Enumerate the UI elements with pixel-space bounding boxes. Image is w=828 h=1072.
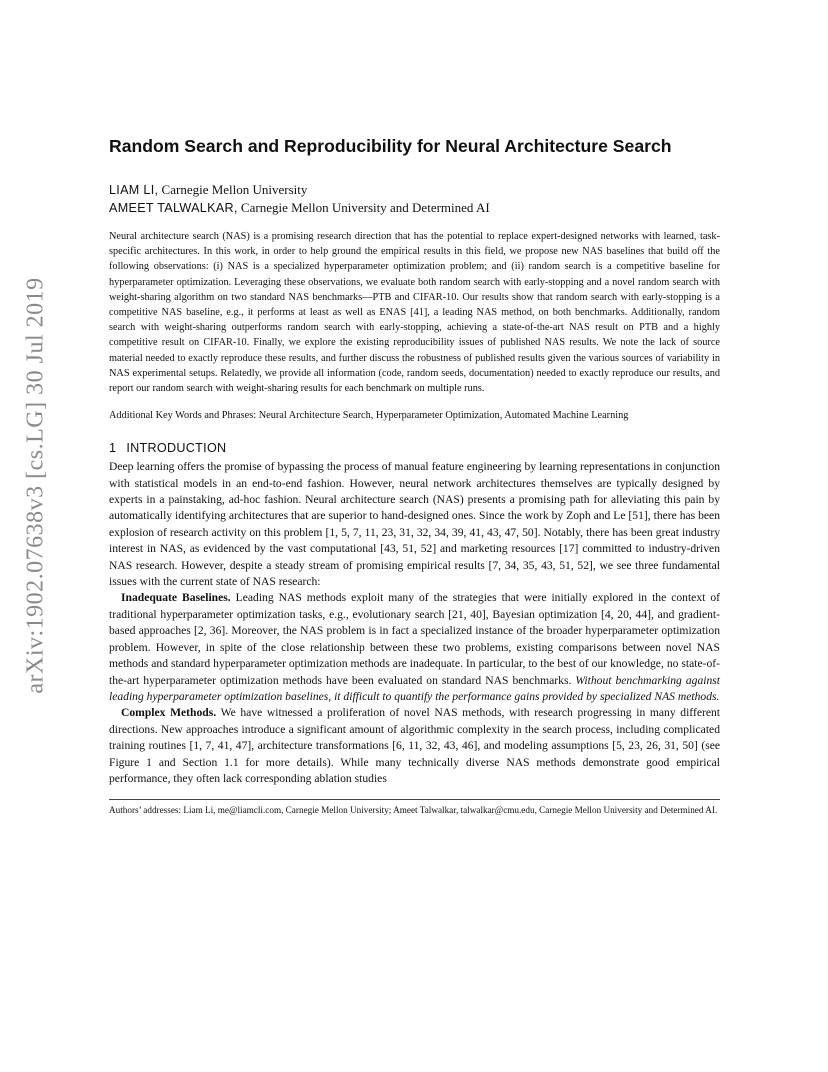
complex-methods-paragraph: [109, 705, 720, 787]
section-heading: [109, 441, 720, 455]
author-affiliation: Carnegie Mellon University and Determined AI: [237, 200, 490, 215]
author-affiliation: Carnegie Mellon University: [158, 182, 308, 197]
body-text: [109, 459, 720, 787]
author-name: LIAM LI,: [109, 183, 159, 197]
paragraph-heading: Inadequate Baselines.: [121, 591, 231, 605]
paper-page: [109, 136, 720, 817]
paper-title: Random Search and Reproducibility for Neural Architecture Search: [109, 136, 672, 156]
author-footnote: Authors’ addresses: Liam Li, me@liamcli.com, Carnegie Mellon University; Ameet Talwalkar, talwalkar@cmu.edu, Carnegie Mellon University and Determined AI.: [109, 805, 718, 816]
inadequate-baselines-paragraph: [109, 590, 720, 705]
section-number: 1: [109, 441, 117, 456]
arxiv-identifier: arXiv:1902.07638v3 [cs.LG] 30 Jul 2019: [22, 276, 49, 694]
author-list: [109, 181, 720, 217]
intro-paragraph: Deep learning offers the promise of bypassing the process of manual feature engineering by learning representations in conjunction with statistical models in an end-to-end fashion. However, neural network architectures themselves are typically designed by experts in a painstaking, ad-hoc fashion. Neural architecture search (NAS) presents a promising path for alleviating this pain by automatically identifying architectures that are superior to hand-designed ones. Since the work by Zoph and Le [51], there has been explosion of research activity on this problem [1, 5, 7, 11, 23, 31, 32, 34, 39, 41, 43, 47, 50]. Notably, there has been great industry interest in NAS, as evidenced by the vast computational [43, 51, 52] and marketing resources [17] committed to industry-driven NAS research. However, despite a steady stream of promising empirical results [7, 34, 35, 43, 51, 52], we see three fundamental issues with the current state of NAS research:: [109, 460, 720, 589]
paragraph-emphasis: Without benchmarking against leading hyperparameter optimization baselines, it difficult to quantify the performance gains provided by specialized NAS methods.: [109, 673, 720, 703]
author-entry: [109, 181, 720, 199]
section-title: INTRODUCTION: [126, 441, 227, 456]
author-name: AMEET TALWALKAR,: [109, 201, 238, 215]
paragraph-heading: Complex Methods.: [121, 706, 217, 720]
paragraph-body: Leading NAS methods exploit many of the strategies that were initially explored in the context of traditional hyperparameter optimization tasks, e.g., evolutionary search [21, 40], Bayesian optimization [4, 20, 44], and gradient-based approaches [2, 36]. Moreover, the NAS problem is in fact a specialized instance of the broader hyperparameter optimization problem. However, in spite of the close relationship between these two problems, existing comparisons between novel NAS methods and standard hyperparameter optimization methods are inadequate. In particular, to the best of our knowledge, no state-of-the-art hyperparameter optimization methods have been evaluated on standard NAS benchmarks.: [109, 591, 720, 687]
keywords: Additional Key Words and Phrases: Neural Architecture Search, Hyperparameter Optimization, Automated Machine Learning: [109, 410, 629, 422]
arxiv-side-stamp: [22, 276, 50, 694]
paragraph-body: We have witnessed a proliferation of novel NAS methods, with research progressing in many different directions. New approaches introduce a significant amount of algorithmic complexity in the search process, including complicated training routines [1, 7, 41, 47], architecture transformations [6, 11, 32, 43, 46], and modeling assumptions [5, 23, 26, 31, 50] (see Figure 1 and Section 1.1 for more details). While many technically diverse NAS methods demonstrate good empirical performance, they often lack corresponding ablation studies: [109, 706, 720, 785]
footnote-rule: [109, 799, 720, 800]
abstract: Neural architecture search (NAS) is a promising research direction that has the potential to replace expert-designed networks with learned, task-specific architectures. In this work, in order to help ground the empirical results in this field, we propose new NAS baselines that build off the following observations: (i) NAS is a specialized hyperparameter optimization problem; and (ii) random search is a competitive baseline for hyperparameter optimization. Leveraging these observations, we evaluate both random search with early-stopping and a novel random search with weight-sharing algorithm on two standard NAS benchmarks—PTB and CIFAR-10. Our results show that random search with early-stopping is a competitive NAS baseline, e.g., it performs at least as well as ENAS [41], a leading NAS method, on both benchmarks. Additionally, random search with weight-sharing outperforms random search with early-stopping, achieving a state-of-the-art NAS result on PTB and a highly competitive result on CIFAR-10. Finally, we explore the existing reproducibility issues of published NAS results. We note the lack of source material needed to exactly reproduce these results, and further discuss the robustness of published results given the various sources of variability in NAS experimental setups. Relatedly, we provide all information (code, random seeds, documentation) needed to exactly reproduce our results, and report our random search with weight-sharing results for each benchmark on multiple runs.: [109, 231, 720, 395]
author-entry: [109, 199, 720, 217]
